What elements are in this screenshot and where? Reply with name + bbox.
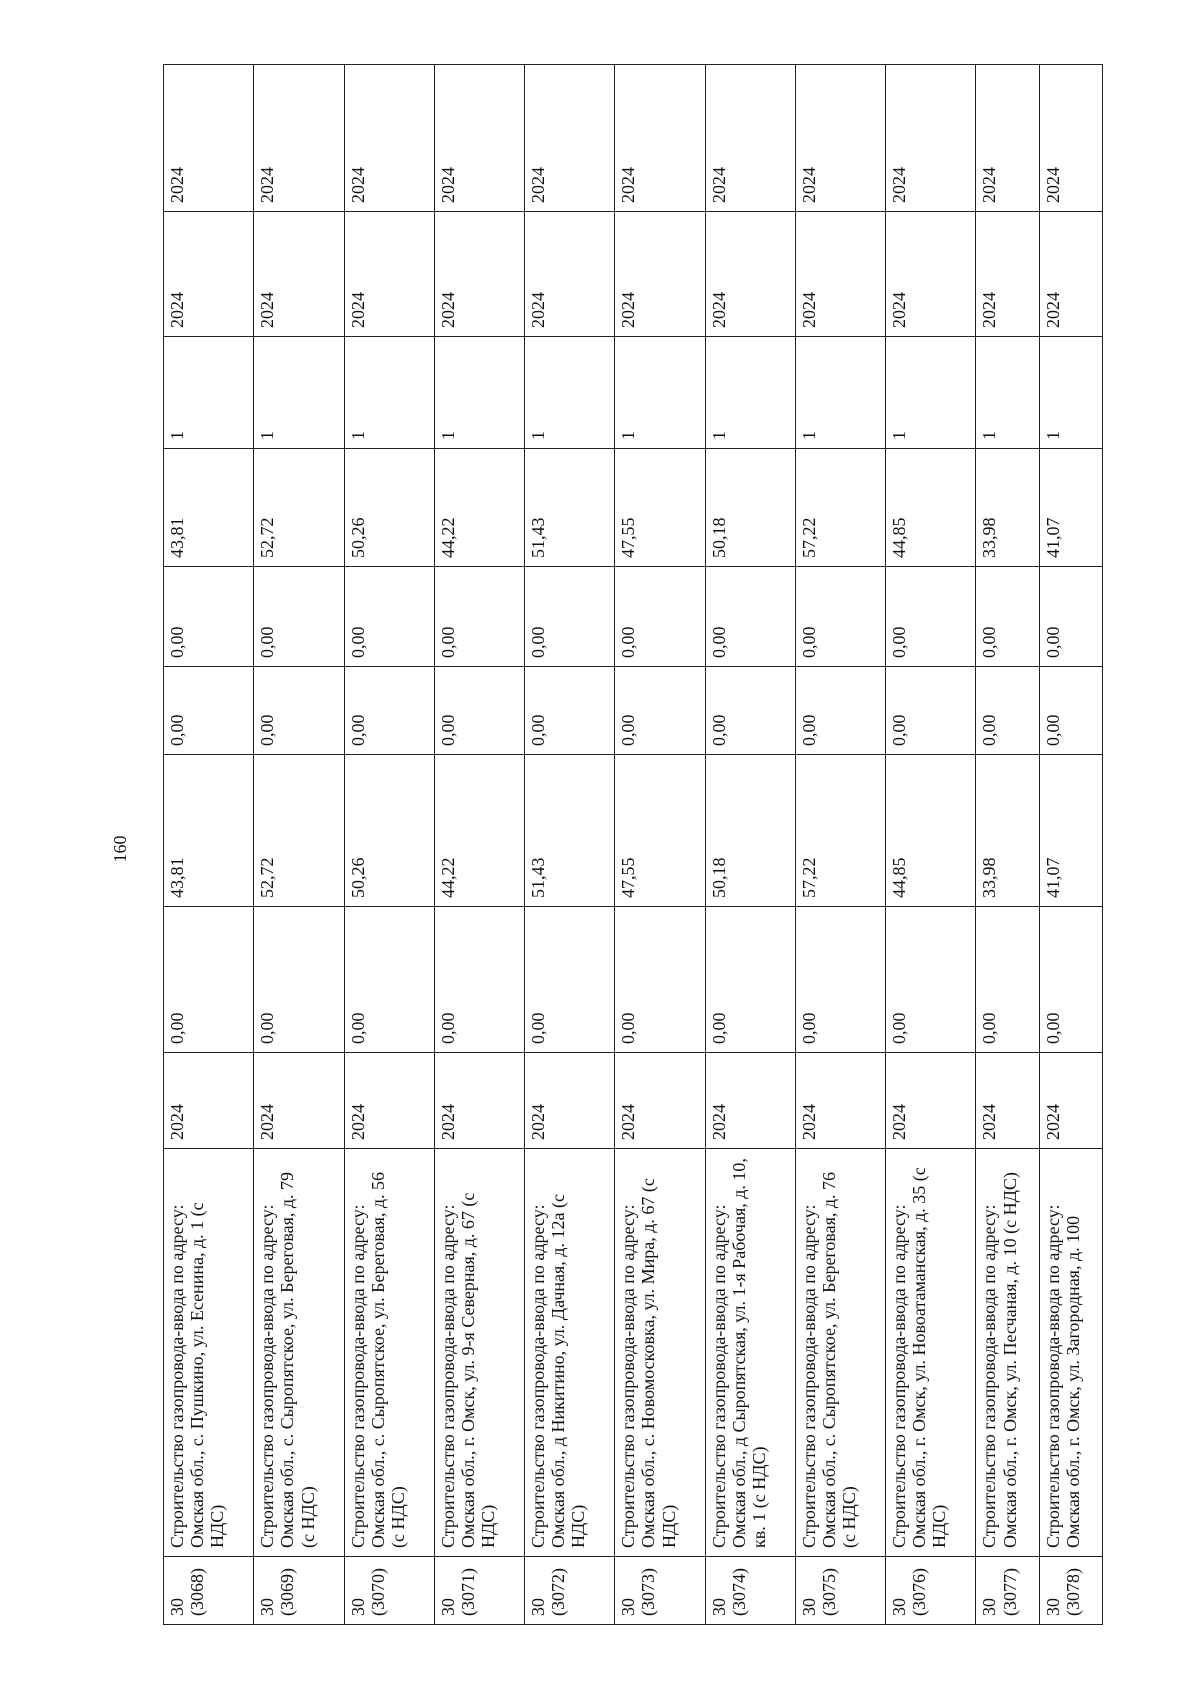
row-code: (3069): [277, 1568, 298, 1616]
quantity-cell: 1: [795, 337, 885, 449]
row-number: 30: [889, 1598, 910, 1616]
row-id-cell: [344, 1557, 434, 1625]
value-2-cell: 44,22: [434, 755, 524, 907]
project-name-cell: Строительство газопровода-ввода по адресу: Омская обл., г. Омск, ул. Песчаная, д. 10 (с НДС): [976, 1149, 1039, 1557]
project-name-cell: Строительство газопровода-ввода по адресу: Омская обл., д Никитино, ул. Дачная, д. 12а (с НДС): [525, 1149, 615, 1557]
value-1-cell: 0,00: [1039, 907, 1102, 1053]
start-year-cell: 2024: [164, 1053, 254, 1149]
value-2-cell: 41,07: [1039, 755, 1102, 907]
start-year-cell: 2024: [886, 1053, 976, 1149]
value-1-cell: 0,00: [795, 907, 885, 1053]
investment-table: [163, 64, 1103, 1625]
value-5-cell: 50,26: [344, 449, 434, 567]
row-number: 30: [167, 1598, 187, 1616]
value-2-cell: 50,18: [705, 755, 795, 907]
row-code: (3073): [638, 1568, 659, 1616]
row-id-cell: [164, 1557, 254, 1625]
value-4-cell: 0,00: [976, 567, 1039, 667]
value-1-cell: 0,00: [434, 907, 524, 1053]
start-year-cell: 2024: [1039, 1053, 1102, 1149]
value-3-cell: 0,00: [1039, 667, 1102, 755]
year-b-cell: 2024: [344, 65, 434, 212]
quantity-cell: 1: [976, 337, 1039, 449]
year-b-cell: 2024: [254, 65, 344, 212]
row-number: 30: [1042, 1598, 1063, 1616]
value-4-cell: 0,00: [344, 567, 434, 667]
table-row: [976, 65, 1039, 1625]
start-year-cell: 2024: [795, 1053, 885, 1149]
year-a-cell: 2024: [525, 212, 615, 337]
value-1-cell: 0,00: [164, 907, 254, 1053]
value-3-cell: 0,00: [344, 667, 434, 755]
table-row: [254, 65, 344, 1625]
table-row: [164, 65, 254, 1625]
value-3-cell: 0,00: [886, 667, 976, 755]
table-row: [525, 65, 615, 1625]
row-id-cell: [434, 1557, 524, 1625]
row-id-cell: [254, 1557, 344, 1625]
year-b-cell: 2024: [164, 65, 254, 212]
year-b-cell: 2024: [886, 65, 976, 212]
row-code: (3074): [728, 1568, 749, 1616]
row-code: (3077): [999, 1568, 1020, 1616]
row-number: 30: [618, 1598, 639, 1616]
table-row: [1039, 65, 1102, 1625]
quantity-cell: 1: [525, 337, 615, 449]
quantity-cell: 1: [164, 337, 254, 449]
year-a-cell: 2024: [615, 212, 705, 337]
table-row: [795, 65, 885, 1625]
quantity-cell: 1: [705, 337, 795, 449]
value-3-cell: 0,00: [434, 667, 524, 755]
row-number: 30: [437, 1598, 458, 1616]
quantity-cell: 1: [615, 337, 705, 449]
year-b-cell: 2024: [795, 65, 885, 212]
year-b-cell: 2024: [1039, 65, 1102, 212]
project-name-cell: Строительство газопровода-ввода по адресу: Омская обл., г. Омск, ул. Загородная, д. 100: [1039, 1149, 1102, 1557]
row-code: (3078): [1062, 1568, 1083, 1616]
rotated-table-container: [163, 65, 1103, 1625]
value-4-cell: 0,00: [886, 567, 976, 667]
quantity-cell: 1: [344, 337, 434, 449]
value-3-cell: 0,00: [705, 667, 795, 755]
row-id-cell: [795, 1557, 885, 1625]
value-2-cell: 57,22: [795, 755, 885, 907]
project-name-cell: Строительство газопровода-ввода по адресу: Омская обл., д Сыропятская, ул. 1-я Рабочая, д. 10, кв. 1 (с НДС): [705, 1149, 795, 1557]
value-1-cell: 0,00: [886, 907, 976, 1053]
row-id-cell: [525, 1557, 615, 1625]
value-5-cell: 50,18: [705, 449, 795, 567]
year-a-cell: 2024: [164, 212, 254, 337]
start-year-cell: 2024: [705, 1053, 795, 1149]
row-id-cell: [976, 1557, 1039, 1625]
value-2-cell: 47,55: [615, 755, 705, 907]
table-row: [886, 65, 976, 1625]
row-code: (3068): [187, 1568, 208, 1616]
year-a-cell: 2024: [344, 212, 434, 337]
project-name-cell: Строительство газопровода-ввода по адресу: Омская обл., с. Сыропятское, ул. Береговая, д. 76 (с НДС): [795, 1149, 885, 1557]
row-number: 30: [528, 1598, 549, 1616]
year-a-cell: 2024: [886, 212, 976, 337]
value-3-cell: 0,00: [976, 667, 1039, 755]
row-number: 30: [979, 1598, 1000, 1616]
start-year-cell: 2024: [344, 1053, 434, 1149]
year-a-cell: 2024: [976, 212, 1039, 337]
row-number: 30: [257, 1598, 278, 1616]
project-name-cell: Строительство газопровода-ввода по адресу: Омская обл., г. Омск, ул. Новоатаманская, д. 35 (с НДС): [886, 1149, 976, 1557]
value-4-cell: 0,00: [434, 567, 524, 667]
value-3-cell: 0,00: [615, 667, 705, 755]
row-id-cell: [1039, 1557, 1102, 1625]
row-code: (3071): [457, 1568, 478, 1616]
value-3-cell: 0,00: [525, 667, 615, 755]
value-5-cell: 41,07: [1039, 449, 1102, 567]
value-4-cell: 0,00: [1039, 567, 1102, 667]
year-b-cell: 2024: [434, 65, 524, 212]
year-b-cell: 2024: [705, 65, 795, 212]
year-a-cell: 2024: [1039, 212, 1102, 337]
row-code: (3070): [367, 1568, 388, 1616]
year-a-cell: 2024: [795, 212, 885, 337]
value-2-cell: 33,98: [976, 755, 1039, 907]
start-year-cell: 2024: [976, 1053, 1039, 1149]
year-b-cell: 2024: [615, 65, 705, 212]
value-3-cell: 0,00: [254, 667, 344, 755]
table-row: [705, 65, 795, 1625]
value-2-cell: 52,72: [254, 755, 344, 907]
value-5-cell: 52,72: [254, 449, 344, 567]
quantity-cell: 1: [254, 337, 344, 449]
value-2-cell: 44,85: [886, 755, 976, 907]
value-4-cell: 0,00: [615, 567, 705, 667]
year-a-cell: 2024: [254, 212, 344, 337]
value-4-cell: 0,00: [164, 567, 254, 667]
page-number: 160: [110, 835, 130, 863]
row-code: (3075): [819, 1568, 840, 1616]
value-2-cell: 51,43: [525, 755, 615, 907]
year-a-cell: 2024: [434, 212, 524, 337]
table-row: [615, 65, 705, 1625]
value-3-cell: 0,00: [164, 667, 254, 755]
value-1-cell: 0,00: [525, 907, 615, 1053]
value-4-cell: 0,00: [795, 567, 885, 667]
value-5-cell: 51,43: [525, 449, 615, 567]
value-5-cell: 44,22: [434, 449, 524, 567]
year-b-cell: 2024: [525, 65, 615, 212]
start-year-cell: 2024: [615, 1053, 705, 1149]
value-2-cell: 50,26: [344, 755, 434, 907]
value-3-cell: 0,00: [795, 667, 885, 755]
year-a-cell: 2024: [705, 212, 795, 337]
row-id-cell: [705, 1557, 795, 1625]
table-body: [164, 65, 1103, 1625]
project-name-cell: Строительство газопровода-ввода по адресу: Омская обл., г. Омск, ул. 9-я Северная, д. 67 (с НДС): [434, 1149, 524, 1557]
row-code: (3072): [548, 1568, 569, 1616]
start-year-cell: 2024: [434, 1053, 524, 1149]
value-5-cell: 33,98: [976, 449, 1039, 567]
row-number: 30: [708, 1598, 729, 1616]
project-name-cell: Строительство газопровода-ввода по адресу: Омская обл., с. Пушкино, ул. Есенина, д. 1 (с НДС): [164, 1149, 254, 1557]
row-id-cell: [615, 1557, 705, 1625]
value-5-cell: 43,81: [164, 449, 254, 567]
value-4-cell: 0,00: [525, 567, 615, 667]
project-name-cell: Строительство газопровода-ввода по адресу: Омская обл., с. Новомосковка, ул. Мира, д. 67 (с НДС): [615, 1149, 705, 1557]
value-1-cell: 0,00: [615, 907, 705, 1053]
value-1-cell: 0,00: [254, 907, 344, 1053]
value-5-cell: 44,85: [886, 449, 976, 567]
project-name-cell: Строительство газопровода-ввода по адресу: Омская обл., с. Сыропятское, ул. Береговая, д. 56 (с НДС): [344, 1149, 434, 1557]
quantity-cell: 1: [434, 337, 524, 449]
table-row: [434, 65, 524, 1625]
start-year-cell: 2024: [525, 1053, 615, 1149]
year-b-cell: 2024: [976, 65, 1039, 212]
row-id-cell: [886, 1557, 976, 1625]
value-4-cell: 0,00: [705, 567, 795, 667]
quantity-cell: 1: [886, 337, 976, 449]
value-4-cell: 0,00: [254, 567, 344, 667]
value-1-cell: 0,00: [705, 907, 795, 1053]
quantity-cell: 1: [1039, 337, 1102, 449]
start-year-cell: 2024: [254, 1053, 344, 1149]
value-2-cell: 43,81: [164, 755, 254, 907]
row-number: 30: [347, 1598, 368, 1616]
value-1-cell: 0,00: [344, 907, 434, 1053]
row-number: 30: [798, 1598, 819, 1616]
table-row: [344, 65, 434, 1625]
row-code: (3076): [909, 1568, 930, 1616]
project-name-cell: Строительство газопровода-ввода по адресу: Омская обл., с. Сыропятское, ул. Береговая, д. 79 (с НДС): [254, 1149, 344, 1557]
value-1-cell: 0,00: [976, 907, 1039, 1053]
value-5-cell: 57,22: [795, 449, 885, 567]
value-5-cell: 47,55: [615, 449, 705, 567]
